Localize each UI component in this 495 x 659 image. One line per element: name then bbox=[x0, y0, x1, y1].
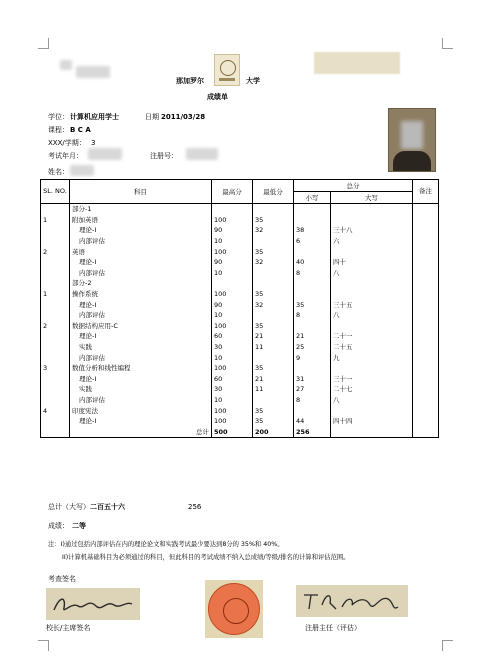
cell-small: 25 bbox=[294, 342, 331, 353]
cell-max: 10 bbox=[212, 236, 253, 247]
cell-min: 35 bbox=[253, 405, 294, 416]
cell-small: 8 bbox=[294, 310, 331, 321]
cell-small bbox=[294, 289, 331, 300]
cell-small: 27 bbox=[294, 384, 331, 395]
crop-mark-top-left bbox=[38, 38, 49, 49]
table-row bbox=[41, 299, 439, 310]
cell-subject: 内部评估 bbox=[70, 236, 212, 247]
header-subject: 科目 bbox=[70, 180, 212, 204]
remark-cell bbox=[413, 395, 439, 406]
registrar-signature-image bbox=[296, 585, 408, 617]
cell-sl bbox=[41, 331, 70, 342]
redacted-mark bbox=[76, 66, 110, 78]
cell-subject: 内部评估 bbox=[70, 395, 212, 406]
cell-big: 四十 bbox=[331, 257, 413, 268]
cell-max: 60 bbox=[212, 374, 253, 385]
table-row bbox=[41, 331, 439, 342]
cell-subject: 理论-I bbox=[70, 299, 212, 310]
university-seal bbox=[205, 580, 263, 638]
cell-subject: 理论-I bbox=[70, 257, 212, 268]
cell-big: 二十七 bbox=[331, 384, 413, 395]
grade-label: 成绩： bbox=[48, 522, 69, 530]
cell-min: 11 bbox=[253, 342, 294, 353]
cell-max: 30 bbox=[212, 384, 253, 395]
redacted-mark bbox=[60, 60, 72, 70]
cell-subject: 内部评估 bbox=[70, 352, 212, 363]
remark-cell bbox=[413, 257, 439, 268]
cell-small: 31 bbox=[294, 374, 331, 385]
cell-subject: 部分-1 bbox=[70, 204, 212, 215]
cell-min: 32 bbox=[253, 299, 294, 310]
cell-min bbox=[253, 310, 294, 321]
cell-subject: 数值分析和线性编程 bbox=[70, 363, 212, 374]
document-subtitle: 成绩单 bbox=[207, 93, 228, 101]
cell-subject: 操作系统 bbox=[70, 289, 212, 300]
crop-mark-top-right bbox=[442, 38, 453, 49]
crop-mark-bottom-left bbox=[38, 640, 49, 651]
cell-sl: 1 bbox=[41, 215, 70, 226]
remark-cell bbox=[413, 321, 439, 332]
cell-max: 10 bbox=[212, 352, 253, 363]
remark-cell bbox=[413, 374, 439, 385]
remark-cell bbox=[413, 215, 439, 226]
cell-min bbox=[253, 204, 294, 215]
remark-cell bbox=[413, 384, 439, 395]
cell-sl bbox=[41, 278, 70, 289]
cell-small: 44 bbox=[294, 416, 331, 427]
redacted-exam-month bbox=[88, 148, 122, 160]
remark-cell bbox=[413, 363, 439, 374]
cell-small: 6 bbox=[294, 236, 331, 247]
cell-big: 四十四 bbox=[331, 416, 413, 427]
cell-max bbox=[212, 278, 253, 289]
cell-max: 100 bbox=[212, 321, 253, 332]
cell-max: 30 bbox=[212, 342, 253, 353]
remark-cell bbox=[413, 246, 439, 257]
cell-big bbox=[331, 426, 413, 437]
exam-month-label: 考试年月： bbox=[48, 152, 83, 160]
cell-sl bbox=[41, 299, 70, 310]
table-row bbox=[41, 204, 439, 215]
cell-min: 35 bbox=[253, 289, 294, 300]
remark-cell bbox=[413, 342, 439, 353]
header-remark: 备注 bbox=[413, 180, 439, 204]
course-label: 课程： bbox=[48, 126, 69, 134]
registration-number-label: 注册号： bbox=[150, 152, 178, 160]
examiner-signature-label: 考查签名 bbox=[48, 575, 76, 583]
cell-max: 100 bbox=[212, 289, 253, 300]
remark-cell bbox=[413, 416, 439, 427]
cell-subject: 内部评估 bbox=[70, 310, 212, 321]
university-emblem bbox=[214, 54, 240, 86]
table-row bbox=[41, 384, 439, 395]
table-row bbox=[41, 363, 439, 374]
cell-sl bbox=[41, 225, 70, 236]
note-two: II)计算机基础科目为必须通过的科目，但此科目的考试成绩不纳入总成绩/等级/排名的计算和评估范围。 bbox=[62, 554, 350, 561]
cell-small: 8 bbox=[294, 395, 331, 406]
header-sl-number: SL. NO. bbox=[41, 180, 70, 204]
cell-max: 500 bbox=[212, 426, 253, 437]
table-row bbox=[41, 342, 439, 353]
cell-big bbox=[331, 215, 413, 226]
cell-small bbox=[294, 321, 331, 332]
cell-small bbox=[294, 363, 331, 374]
cell-sl: 3 bbox=[41, 363, 70, 374]
cell-big: 九 bbox=[331, 352, 413, 363]
remark-cell bbox=[413, 331, 439, 342]
cell-big: 八 bbox=[331, 395, 413, 406]
redacted-header-strip bbox=[314, 52, 400, 74]
remark-cell bbox=[413, 310, 439, 321]
total-in-words-value: 二百五十六 bbox=[90, 503, 125, 511]
cell-sl bbox=[41, 416, 70, 427]
header-total-words: 大写 bbox=[331, 192, 413, 204]
degree-value: 计算机应用学士 bbox=[70, 113, 119, 121]
cell-min: 21 bbox=[253, 331, 294, 342]
cell-small: 256 bbox=[294, 426, 331, 437]
cell-min: 35 bbox=[253, 246, 294, 257]
cell-min: 35 bbox=[253, 416, 294, 427]
cell-sl bbox=[41, 257, 70, 268]
cell-subject: 实践 bbox=[70, 384, 212, 395]
principal-signature-label: 校长/主席签名 bbox=[46, 624, 91, 632]
header-total-figures: 小写 bbox=[294, 192, 331, 204]
cell-small: 21 bbox=[294, 331, 331, 342]
cell-min bbox=[253, 395, 294, 406]
table-row bbox=[41, 416, 439, 427]
remark-cell bbox=[413, 204, 439, 215]
grades-table bbox=[40, 179, 439, 438]
crop-mark-bottom-right bbox=[442, 640, 453, 651]
cell-max: 100 bbox=[212, 363, 253, 374]
date-value: 2011/03/28 bbox=[161, 113, 206, 121]
redacted-registration-number bbox=[186, 148, 218, 160]
remark-cell bbox=[413, 426, 439, 437]
cell-subject: 实践 bbox=[70, 342, 212, 353]
cell-sl bbox=[41, 374, 70, 385]
redacted-name bbox=[70, 165, 94, 176]
total-in-words-label: 总计（大写） bbox=[48, 503, 90, 511]
cell-subject: 附加英语 bbox=[70, 215, 212, 226]
total-number-value: 256 bbox=[188, 503, 202, 511]
table-row bbox=[41, 257, 439, 268]
cell-subject: 内部评估 bbox=[70, 268, 212, 279]
table-row bbox=[41, 310, 439, 321]
cell-max: 60 bbox=[212, 331, 253, 342]
student-photo bbox=[388, 108, 436, 172]
cell-big bbox=[331, 246, 413, 257]
cell-subject: 理论-I bbox=[70, 374, 212, 385]
table-row bbox=[41, 352, 439, 363]
registrar-signature-label: 注册主任（评估） bbox=[305, 624, 361, 632]
cell-max bbox=[212, 204, 253, 215]
cell-big bbox=[331, 278, 413, 289]
table-row bbox=[41, 289, 439, 300]
table-row bbox=[41, 395, 439, 406]
remark-cell bbox=[413, 268, 439, 279]
cell-small bbox=[294, 215, 331, 226]
remark-cell bbox=[413, 405, 439, 416]
cell-sl: 4 bbox=[41, 405, 70, 416]
course-value: B C A bbox=[70, 126, 91, 134]
table-row bbox=[41, 225, 439, 236]
university-name-right: 大学 bbox=[246, 77, 260, 85]
cell-sl bbox=[41, 204, 70, 215]
cell-min bbox=[253, 278, 294, 289]
cell-big: 六 bbox=[331, 236, 413, 247]
cell-min bbox=[253, 268, 294, 279]
table-row bbox=[41, 236, 439, 247]
cell-small bbox=[294, 405, 331, 416]
cell-sl bbox=[41, 395, 70, 406]
table-row bbox=[41, 321, 439, 332]
table-row bbox=[41, 268, 439, 279]
cell-min: 32 bbox=[253, 257, 294, 268]
note-one: 注：I)通过包括内部评估在内的理论论文和实践考试最少要达到8分的 35%和 40%。 bbox=[48, 541, 284, 548]
cell-min: 21 bbox=[253, 374, 294, 385]
cell-subject: 印度宪法 bbox=[70, 405, 212, 416]
cell-small: 8 bbox=[294, 268, 331, 279]
cell-big: 八 bbox=[331, 268, 413, 279]
cell-min bbox=[253, 352, 294, 363]
cell-max: 100 bbox=[212, 405, 253, 416]
remark-cell bbox=[413, 299, 439, 310]
year-label: XXX/学期： bbox=[48, 139, 86, 147]
table-row bbox=[41, 405, 439, 416]
cell-sl bbox=[41, 426, 70, 437]
cell-min: 35 bbox=[253, 215, 294, 226]
cell-small: 40 bbox=[294, 257, 331, 268]
cell-sl bbox=[41, 268, 70, 279]
cell-min: 35 bbox=[253, 321, 294, 332]
cell-max: 90 bbox=[212, 225, 253, 236]
cell-big: 三十一 bbox=[331, 374, 413, 385]
degree-label: 学位： bbox=[48, 113, 69, 121]
date-label: 日期 bbox=[145, 113, 159, 121]
cell-sl bbox=[41, 342, 70, 353]
cell-small: 9 bbox=[294, 352, 331, 363]
cell-subject: 理论-I bbox=[70, 225, 212, 236]
cell-big bbox=[331, 363, 413, 374]
cell-big: 二十一 bbox=[331, 331, 413, 342]
cell-sl bbox=[41, 384, 70, 395]
cell-small bbox=[294, 204, 331, 215]
cell-subject: 英语 bbox=[70, 246, 212, 257]
year-value: 3 bbox=[91, 139, 96, 147]
cell-subject: 数据结构应用-C bbox=[70, 321, 212, 332]
cell-max: 100 bbox=[212, 215, 253, 226]
cell-max: 10 bbox=[212, 268, 253, 279]
table-row bbox=[41, 246, 439, 257]
table-row bbox=[41, 278, 439, 289]
cell-max: 10 bbox=[212, 395, 253, 406]
header-max-marks: 最高分 bbox=[212, 180, 253, 204]
university-name-left: 那加罗尔 bbox=[176, 77, 204, 85]
cell-sl bbox=[41, 352, 70, 363]
cell-big: 八 bbox=[331, 310, 413, 321]
principal-signature-image bbox=[46, 588, 140, 620]
cell-big: 三十五 bbox=[331, 299, 413, 310]
remark-cell bbox=[413, 289, 439, 300]
cell-min: 35 bbox=[253, 363, 294, 374]
grade-value: 二等 bbox=[72, 522, 86, 530]
remark-cell bbox=[413, 225, 439, 236]
cell-max: 90 bbox=[212, 257, 253, 268]
table-row bbox=[41, 374, 439, 385]
cell-max: 10 bbox=[212, 310, 253, 321]
cell-big: 三十八 bbox=[331, 225, 413, 236]
cell-small: 38 bbox=[294, 225, 331, 236]
remark-cell bbox=[413, 278, 439, 289]
cell-big bbox=[331, 289, 413, 300]
cell-subject: 理论-I bbox=[70, 331, 212, 342]
remark-cell bbox=[413, 236, 439, 247]
cell-sl bbox=[41, 310, 70, 321]
cell-min: 11 bbox=[253, 384, 294, 395]
cell-small bbox=[294, 246, 331, 257]
header-min-marks: 最低分 bbox=[253, 180, 294, 204]
cell-big bbox=[331, 321, 413, 332]
cell-subject: 总计 bbox=[70, 426, 212, 437]
name-label: 姓名： bbox=[48, 168, 69, 176]
cell-small: 35 bbox=[294, 299, 331, 310]
header-total: 总分 bbox=[294, 180, 413, 192]
cell-big: 二十五 bbox=[331, 342, 413, 353]
cell-big bbox=[331, 204, 413, 215]
cell-min: 200 bbox=[253, 426, 294, 437]
cell-subject: 理论-I bbox=[70, 416, 212, 427]
cell-max: 100 bbox=[212, 416, 253, 427]
cell-sl: 2 bbox=[41, 246, 70, 257]
cell-max: 100 bbox=[212, 246, 253, 257]
remark-cell bbox=[413, 352, 439, 363]
cell-min bbox=[253, 236, 294, 247]
cell-subject: 部分-2 bbox=[70, 278, 212, 289]
cell-min: 32 bbox=[253, 225, 294, 236]
table-row bbox=[41, 215, 439, 226]
table-row bbox=[41, 426, 439, 437]
cell-sl bbox=[41, 236, 70, 247]
cell-big bbox=[331, 405, 413, 416]
cell-max: 90 bbox=[212, 299, 253, 310]
cell-sl: 2 bbox=[41, 321, 70, 332]
cell-sl: 1 bbox=[41, 289, 70, 300]
cell-small bbox=[294, 278, 331, 289]
